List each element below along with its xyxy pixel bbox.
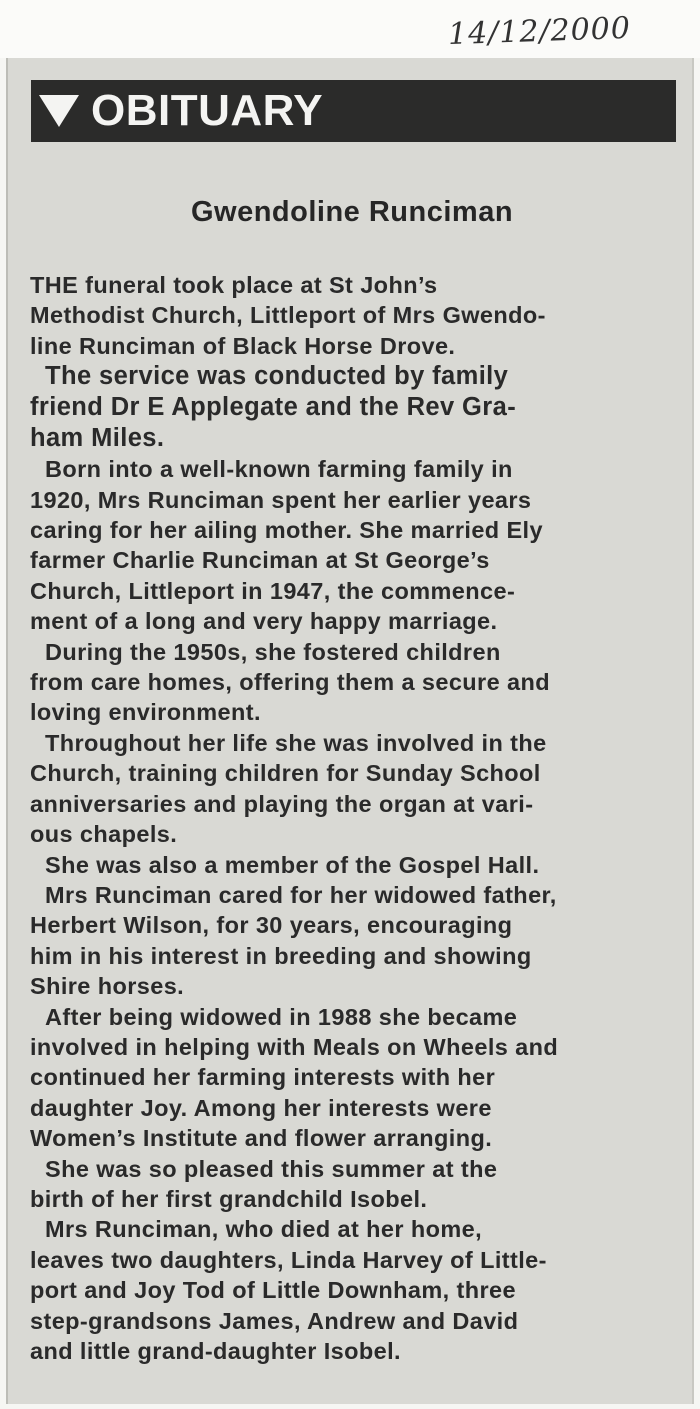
paragraph (30, 728, 680, 850)
text-line: step-grandsons James, Andrew and David (30, 1307, 519, 1334)
down-triangle-icon (39, 95, 79, 127)
text-line: friend Dr E Applegate and the Rev Gra- (30, 393, 517, 422)
text-line: Born into a well-known farming family in (45, 456, 513, 483)
text-line: Herbert Wilson, for 30 years, encouraging (30, 912, 513, 939)
text-line: During the 1950s, she fostered children (45, 638, 501, 665)
text-line: line Runciman of Black Horse Drove. (30, 332, 456, 359)
text-line: loving environment. (30, 699, 261, 726)
paragraph (30, 880, 680, 1002)
text-line: involved in helping with Meals on Wheels and (30, 1033, 559, 1060)
text-line: She was also a member of the Gospel Hall. (45, 851, 540, 878)
paragraph (30, 637, 680, 728)
text-line: After being widowed in 1988 she became (45, 1003, 518, 1030)
obituary-body (30, 270, 680, 1366)
paragraph (30, 1214, 680, 1366)
text-line: farmer Charlie Runciman at St George’s (30, 547, 490, 574)
paragraph (30, 270, 680, 361)
text-line: and little grand-daughter Isobel. (30, 1338, 401, 1364)
text-line: Women’s Institute and flower arranging. (30, 1125, 493, 1152)
paragraph (30, 454, 680, 636)
text-line: ham Miles. (30, 424, 165, 453)
text-line: caring for her ailing mother. She married Ely (30, 517, 543, 544)
handwritten-date: 14/12/2000 (447, 10, 632, 53)
text-line: port and Joy Tod of Little Downham, three (30, 1277, 516, 1304)
text-line: ous chapels. (30, 821, 178, 848)
text-line: 1920, Mrs Runciman spent her earlier years (30, 486, 532, 513)
text-line: Mrs Runciman cared for her widowed father, (45, 881, 557, 908)
text-line: continued her farming interests with her (30, 1064, 496, 1091)
text-line: THE funeral took place at St John’s (30, 272, 438, 298)
text-line: Mrs Runciman, who died at her home, (45, 1216, 483, 1243)
paragraph (30, 850, 680, 880)
paragraph (30, 1154, 680, 1215)
text-line: Throughout her life she was involved in the (45, 729, 547, 756)
text-line: leaves two daughters, Linda Harvey of Little- (30, 1246, 547, 1273)
text-line: daughter Joy. Among her interests were (30, 1094, 492, 1121)
text-line: ment of a long and very happy marriage. (30, 608, 498, 635)
text-line: him in his interest in breeding and showing (30, 942, 532, 969)
text-line: birth of her first grandchild Isobel. (30, 1185, 428, 1212)
text-line: from care homes, offering them a secure and (30, 669, 550, 696)
text-line: Church, training children for Sunday School (30, 760, 541, 787)
obituary-headline: Gwendoline Runciman (190, 196, 514, 228)
newspaper-clipping (6, 58, 694, 1404)
paragraph (30, 361, 680, 454)
text-line: The service was conducted by family (45, 362, 509, 391)
banner-title: OBITUARY (91, 86, 324, 135)
paragraph (30, 1002, 680, 1154)
text-line: anniversaries and playing the organ at vari- (30, 790, 534, 817)
obituary-banner (31, 80, 676, 142)
text-line: Church, Littleport in 1947, the commence- (30, 577, 516, 604)
text-line: She was so pleased this summer at the (45, 1155, 498, 1182)
text-line: Methodist Church, Littleport of Mrs Gwendo- (30, 302, 546, 329)
date-strip (0, 0, 700, 58)
text-line: Shire horses. (30, 973, 185, 1000)
